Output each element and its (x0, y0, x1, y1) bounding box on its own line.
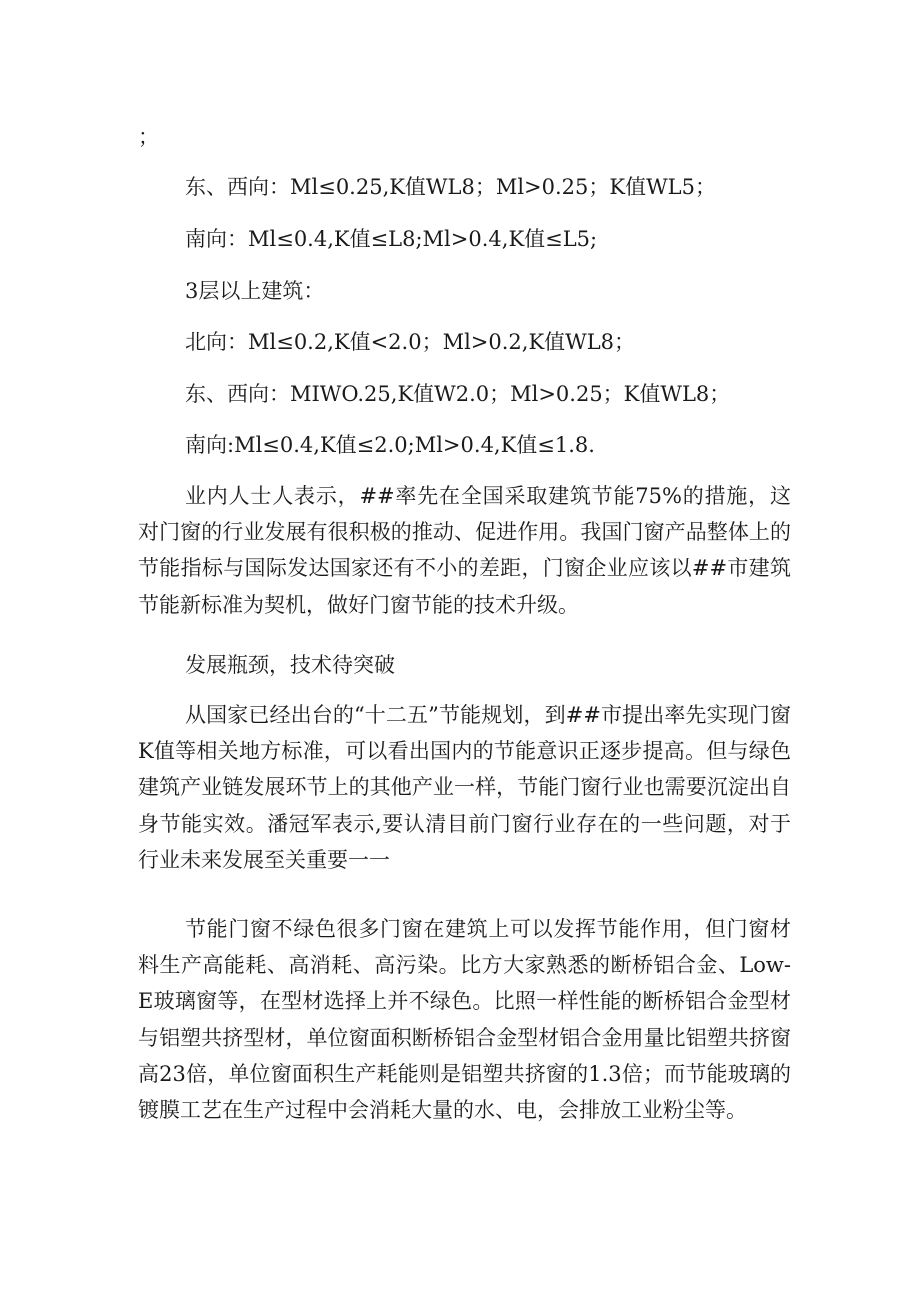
criteria-line: 南向:Ml≤0.4,K值≤2.0;Ml>0.4,K值≤1.8. (185, 433, 595, 457)
text-fragment: ； (138, 125, 159, 149)
paragraph-industry: 业内人士人表示，##率先在全国采取建筑节能75%的措施，这对门窗的行业发展有很积极的推动、促进作用。我国门窗产品整体上的节能指标与国际发达国家还有不小的差距，门窗企业应该以##市建筑节能新标准为契机，做好门窗节能的技术升级。 (138, 484, 791, 617)
criteria-heading: 3层以上建筑： (185, 279, 325, 303)
criteria-line: 南向：Ml≤0.4,K值≤L8;Ml>0.4,K值≤L5; (185, 227, 598, 251)
criteria-line: 东、西向：Ml≤0.25,K值WL8；Ml>0.25；K值WL5； (185, 175, 716, 199)
paragraph-policy: 从国家已经出台的“十二五”节能规划，到##市提出率先实现门窗K值等相关地方标准，可以看出国内的节能意识正逐步提高。但与绿色建筑产业链发展环节上的其他产业一样，节能门窗行业也需要沉淀出自身节能实效。潘冠军表示,要认清目前门窗行业存在的一些问题，对于行业未来发展至关重要一一 (138, 703, 791, 872)
section-heading: 发展瓶颈，技术待突破 (185, 653, 395, 677)
criteria-line: 北向：Ml≤0.2,K值<2.0；Ml>0.2,K值WL8； (185, 330, 636, 354)
paragraph-green: 节能门窗不绿色很多门窗在建筑上可以发挥节能作用，但门窗材料生产高能耗、高消耗、高污染。比方大家熟悉的断桥铝合金、Low-E玻璃窗等，在型材选择上并不绿色。比照一样性能的断桥铝合金型材与铝塑共挤型材，单位窗面积断桥铝合金型材铝合金用量比铝塑共挤窗高23倍，单位窗面积生产耗能则是铝塑共挤窗的1.3倍；而节能玻璃的镀膜工艺在生产过程中会消耗大量的水、电，会排放工业粉尘等。 (138, 917, 791, 1123)
criteria-line: 东、西向：MIWO.25,K值W2.0；Ml>0.25；K值WL8； (185, 382, 731, 406)
